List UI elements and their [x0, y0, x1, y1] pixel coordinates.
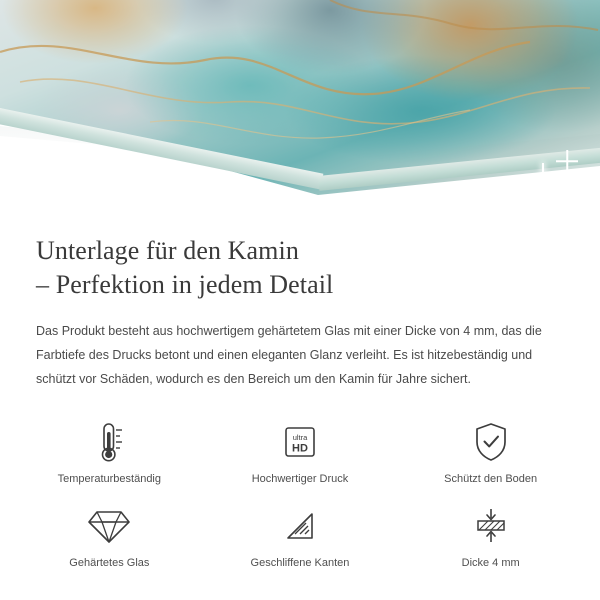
feature-item-polished-edges: [205, 504, 396, 570]
description-paragraph: Das Produkt besteht aus hochwertigem gehärtetem Glas mit einer Dicke von 4 mm, das die Farbtiefe des Drucks betont und einen eleganten Glanz verleiht. Es ist hitzebeständig und schützt vor Schäden, wodurch es den Bereich um den Kamin für Jahre sichert.: [36, 323, 542, 387]
polished-edges-icon: [279, 504, 321, 548]
feature-item-print-quality: [205, 420, 396, 486]
feature-grid: [0, 420, 600, 571]
svg-text:ultra: ultra: [292, 432, 308, 442]
feature-item-temperature: [14, 420, 205, 486]
headline-line-1: Unterlage für den Kamin: [36, 236, 299, 265]
page-title: [36, 234, 564, 303]
feature-item-tempered-glass: [14, 504, 205, 570]
text-content: [0, 212, 600, 392]
feature-item-thickness: [395, 504, 586, 570]
feature-label: Gehärtetes Glas: [69, 557, 150, 570]
shield-check-icon: [471, 420, 511, 464]
svg-text:HD: HD: [292, 442, 308, 455]
feature-label: Temperaturbeständig: [57, 472, 161, 485]
feature-label: Dicke 4 mm: [461, 557, 520, 570]
thickness-arrows-icon: [470, 504, 512, 548]
headline-line-2: – Perfektion in jedem Detail: [36, 270, 334, 300]
hero-image: [0, 0, 600, 212]
sparkle-small-icon: [556, 150, 578, 172]
feature-label: Schützt den Boden: [444, 472, 538, 485]
feature-item-floor-protection: [395, 420, 586, 486]
feature-label: Hochwertiger Druck: [251, 472, 349, 485]
thermometer-icon: [89, 420, 129, 464]
diamond-icon: [86, 504, 132, 548]
feature-label: Geschliffene Kanten: [250, 557, 350, 570]
ultra-hd-icon: [278, 420, 322, 464]
